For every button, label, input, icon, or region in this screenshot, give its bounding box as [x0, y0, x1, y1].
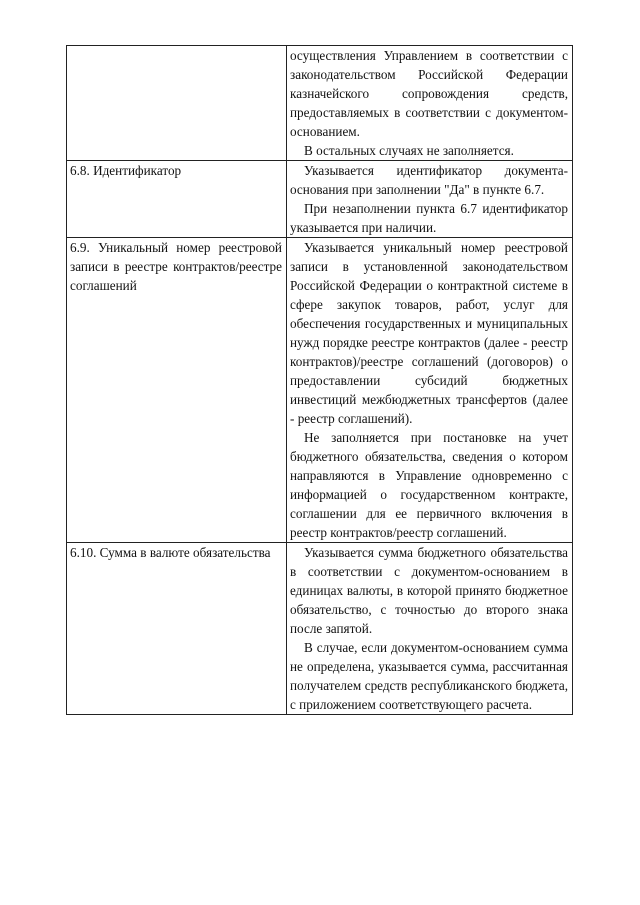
field-name-cell — [67, 46, 287, 161]
field-name-cell — [67, 238, 287, 543]
field-description-cell — [287, 238, 573, 543]
field-description-cell — [287, 46, 573, 161]
field-description-cell — [287, 543, 573, 715]
field-name: 6.8. Идентификатор — [70, 163, 182, 178]
description-paragraph: Указывается сумма бюджетного обязательства в соответствии с документом-основанием в единицах валюты, в которой принято бюджетное обязательство, с точностью до второго знака после запятой. — [290, 545, 568, 636]
table-row — [67, 543, 573, 715]
table-row — [67, 238, 573, 543]
table-row — [67, 46, 573, 161]
table-row — [67, 161, 573, 238]
description-paragraph: При незаполнении пункта 6.7 идентификатор указывается при наличии. — [290, 201, 568, 235]
field-description-cell — [287, 161, 573, 238]
description-paragraph: осуществления Управлением в соответствии с законодательством Российской Федерации казначейского сопровождения средств, предоставляемых в соответствии с документом-основанием. — [290, 48, 568, 139]
description-paragraph: Указывается уникальный номер реестровой записи в установленной законодательством Российской Федерации о контрактной системе в сфере закупок товаров, работ, услуг для обеспечения государственных и муниципальных нужд порядке реестре контрактов (далее - реестр контрактов)/реестре соглашений (договоров) о предоставлении субсидий бюджетных инвестиций межбюджетных трансфертов (далее - реестр соглашений). — [290, 240, 568, 426]
field-name-cell — [67, 543, 287, 715]
description-paragraph: Не заполняется при постановке на учет бюджетного обязательства, сведения о котором направляются в Управление одновременно с информацией о государственном контракте, соглашении для ее первичного включения в реестр контрактов/реестр соглашений. — [290, 430, 568, 540]
field-name: 6.10. Сумма в валюте обязательства — [70, 545, 271, 560]
description-paragraph: В случае, если документом-основанием сумма не определена, указывается сумма, рассчитанная получателем средств республиканского бюджета, с приложением соответствующего расчета. — [290, 640, 568, 712]
description-paragraph: В остальных случаях не заполняется. — [304, 143, 514, 158]
description-paragraph: Указывается идентификатор документа-основания при заполнении "Да" в пункте 6.7. — [290, 163, 568, 197]
field-name-cell — [67, 161, 287, 238]
requirements-table — [66, 45, 573, 715]
field-name: 6.9. Уникальный номер реестровой записи в реестре контрактов/реестре соглашений — [70, 240, 282, 293]
